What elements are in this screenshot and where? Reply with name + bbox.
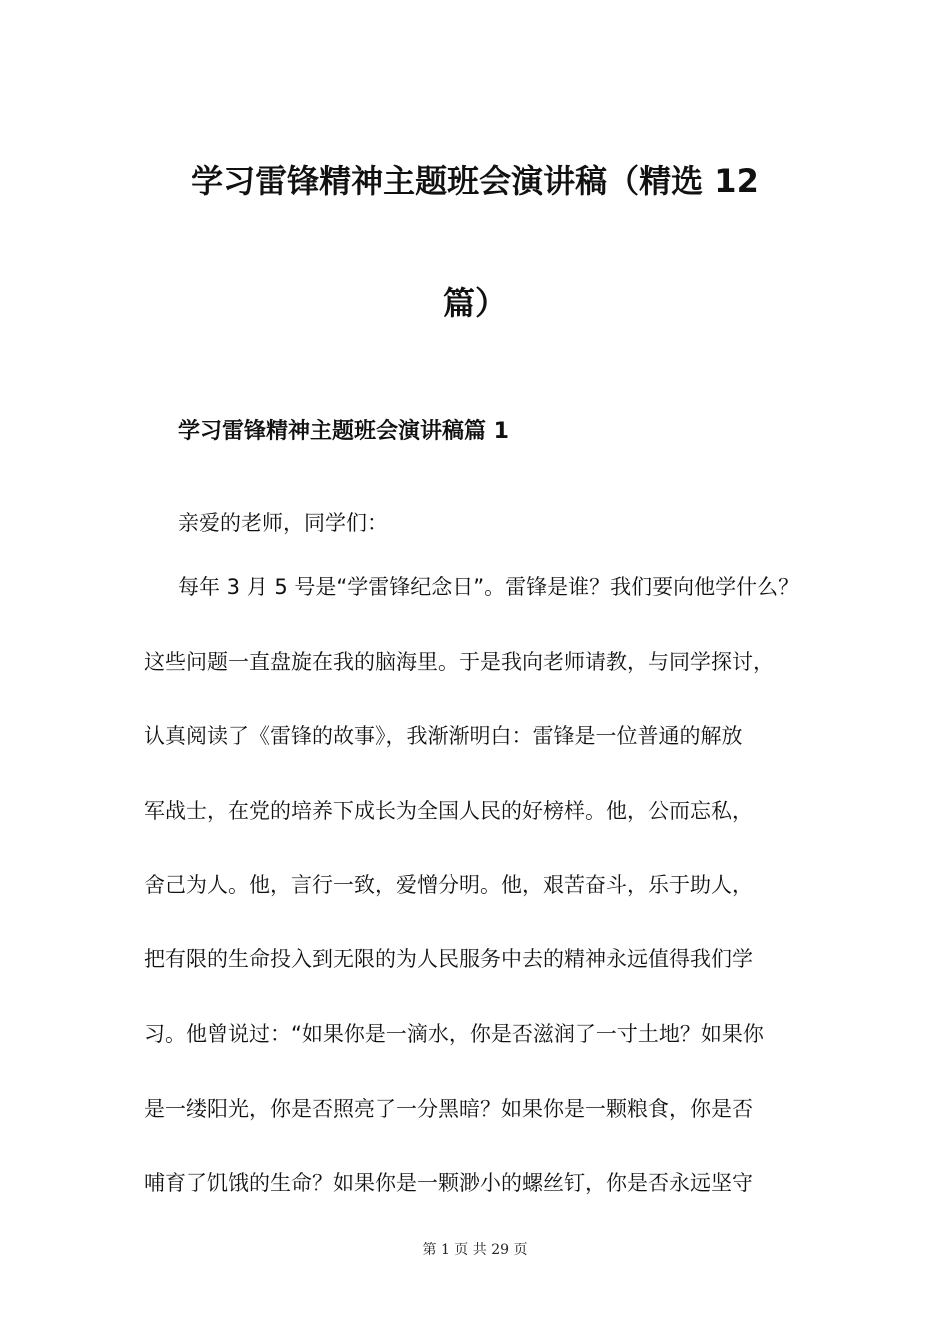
- paragraph-line-5: 舍己为人。他，言行一致，爱憎分明。他，艰苦奋斗，乐于助人，: [144, 873, 753, 897]
- section-heading: 学习雷锋精神主题班会演讲稿篇 1: [178, 419, 509, 444]
- paragraph-line-4: 军战士，在党的培养下成长为全国人民的好榜样。他，公而忘私，: [144, 799, 753, 823]
- document-title-line-1: 学习雷锋精神主题班会演讲稿（精选 12: [191, 162, 759, 200]
- paragraph-line-7: 习。他曾说过：“如果你是一滴水，你是否滋润了一寸土地？如果你: [144, 1022, 764, 1046]
- salutation-line: 亲爱的老师，同学们：: [178, 511, 388, 535]
- paragraph-line-6: 把有限的生命投入到无限的为人民服务中去的精神永远值得我们学: [144, 947, 753, 971]
- paragraph-line-8: 是一缕阳光，你是否照亮了一分黑暗？如果你是一颗粮食，你是否: [144, 1097, 753, 1121]
- paragraph-line-2: 这些问题一直盘旋在我的脑海里。于是我向老师请教，与同学探讨，: [144, 650, 774, 674]
- paragraph-line-3: 认真阅读了《雷锋的故事》，我渐渐明白：雷锋是一位普通的解放: [144, 724, 743, 748]
- page-number-footer: 第 1 页 共 29 页: [422, 1242, 528, 1258]
- paragraph-line-1: 每年 3 月 5 号是“学雷锋纪念日”。雷锋是谁？我们要向他学什么？: [178, 575, 800, 599]
- paragraph-line-9: 哺育了饥饿的生命？如果你是一颗渺小的螺丝钉，你是否永远坚守: [144, 1171, 753, 1195]
- document-title-line-2: 篇）: [442, 284, 507, 322]
